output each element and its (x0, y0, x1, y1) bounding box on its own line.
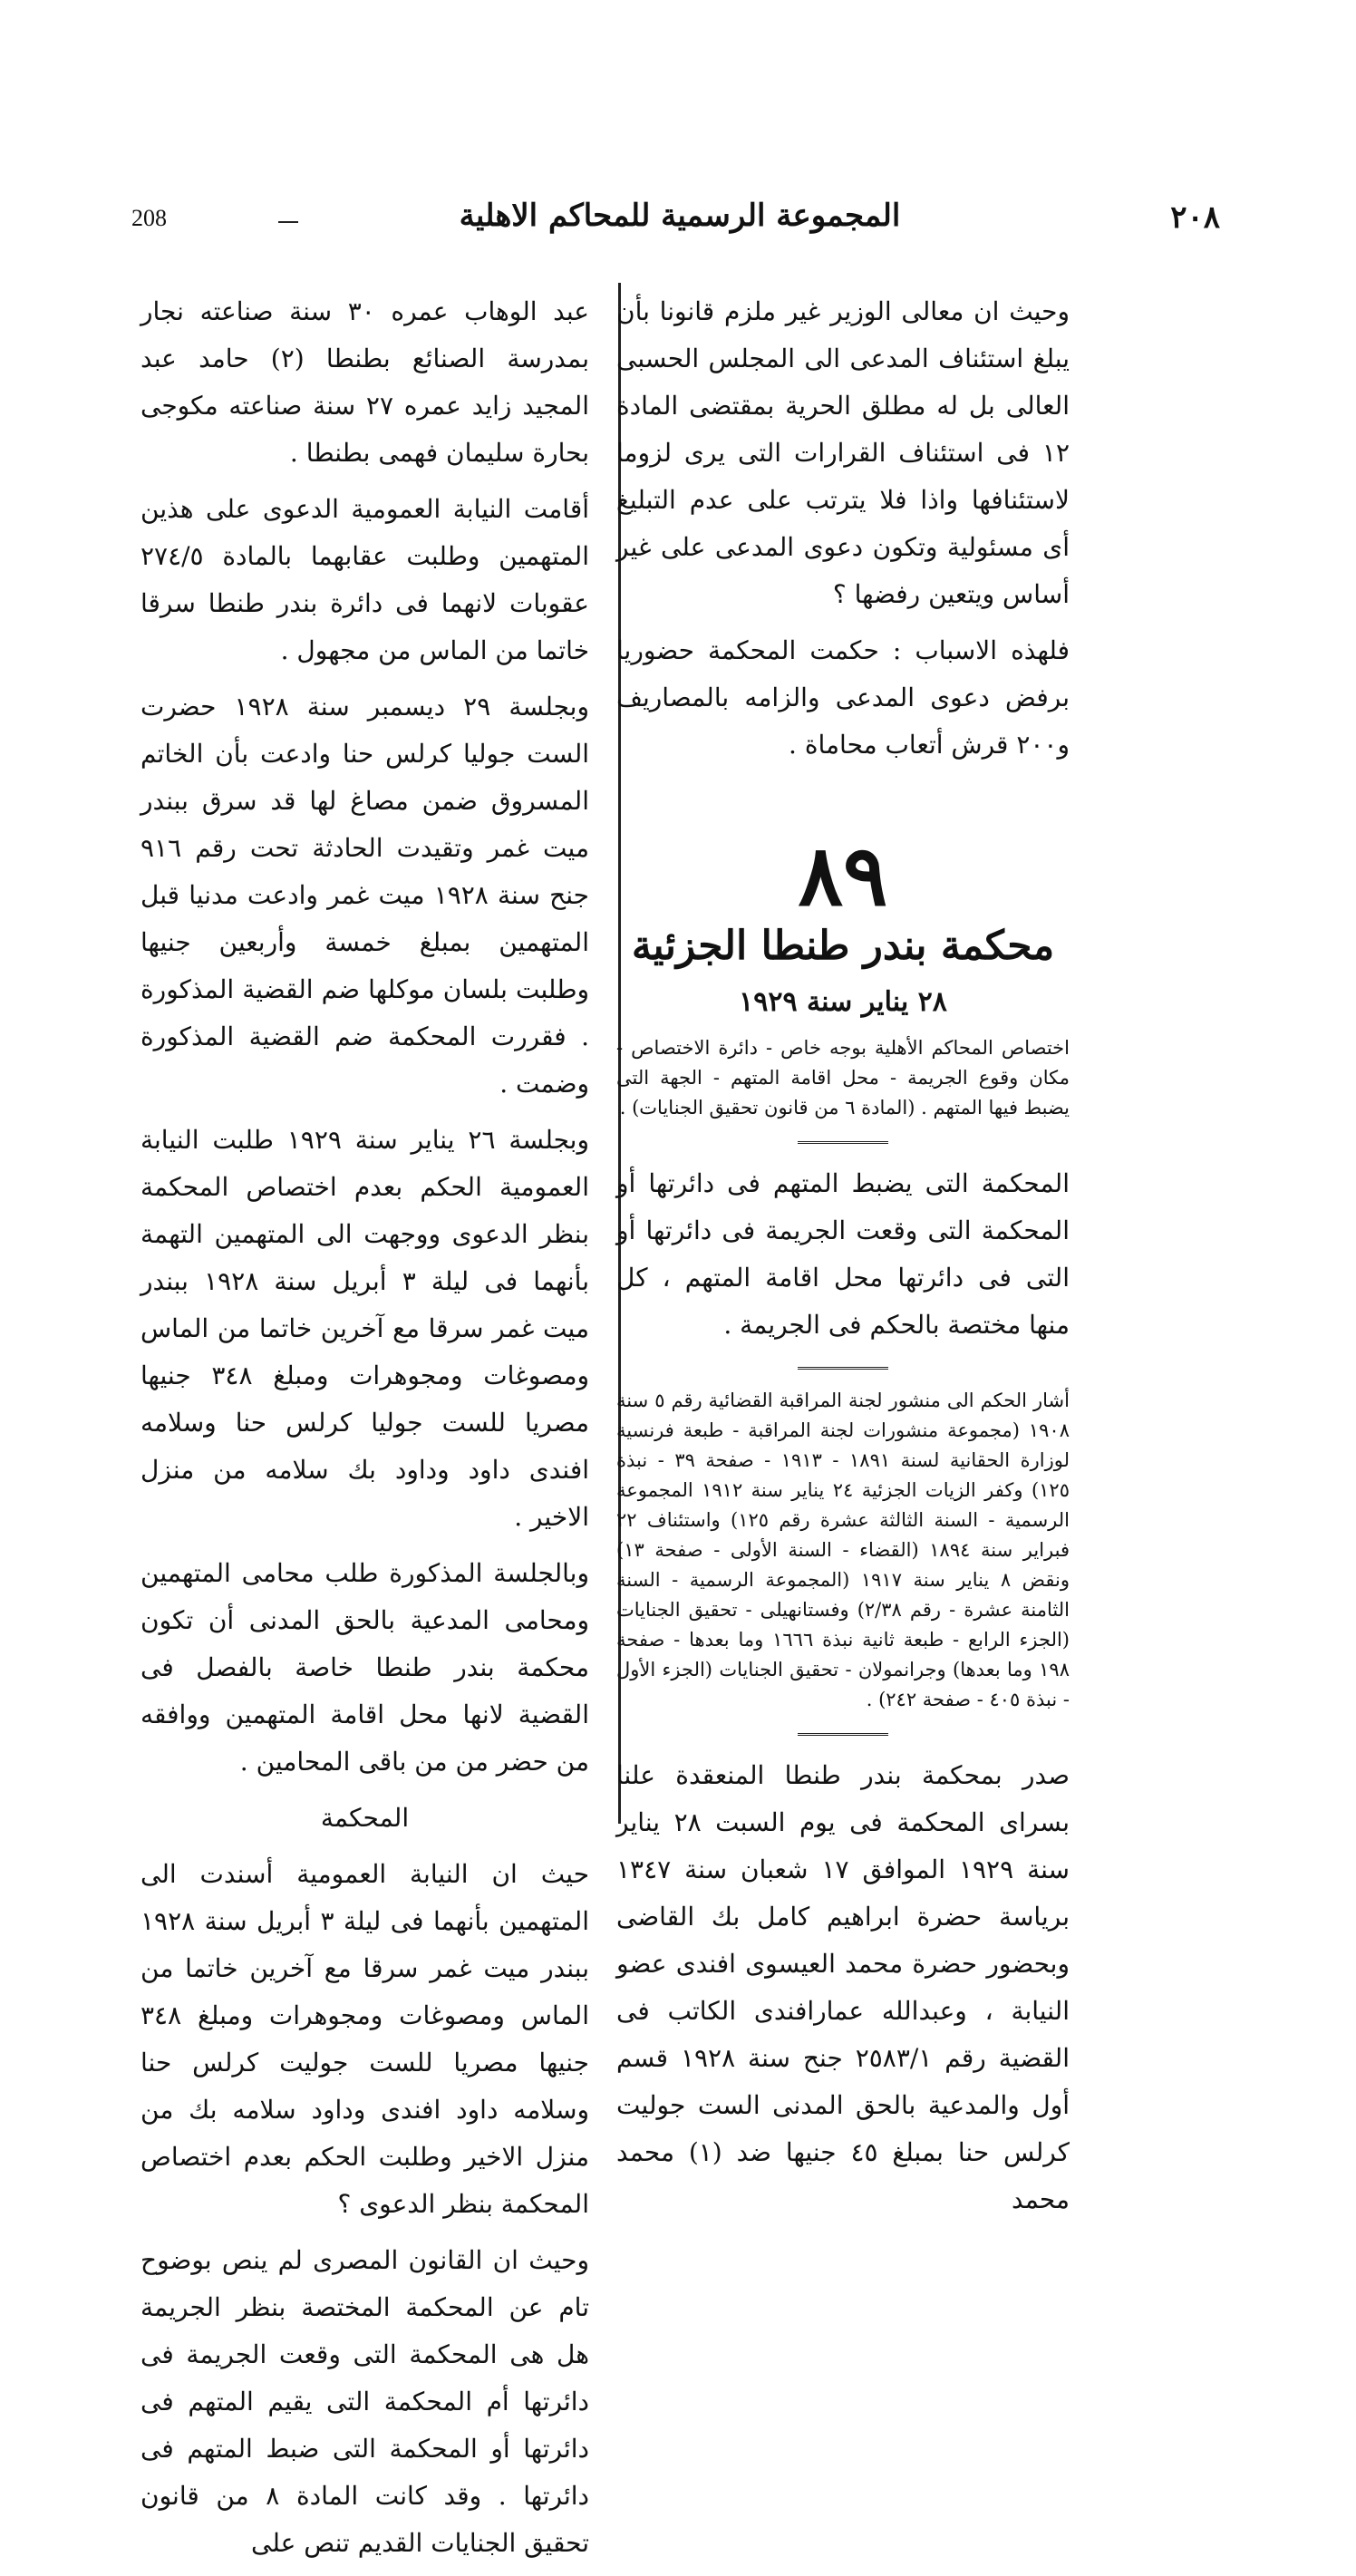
right-column (616, 288, 1070, 2232)
case-date: ٢٨ يناير سنة ١٩٢٩ (739, 986, 947, 1018)
law-paragraph: وحيث ان القانون المصرى لم ينص بوضوح تام عن المحكمة المختصة بنظر الجريمة هل هى المحكمة التى وقعت الجريمة فى دائرتها أم المحكمة التى يقيم المتهم فى دائرتها أو المحكمة التى ضبط المتهم فى دائرتها . وقد كانت المادة ٨ من قانون تحقيق الجنايات القديم تنص على (140, 2245, 589, 2558)
court-heading: المحكمة (320, 1803, 410, 1833)
references-note: أشار الحكم الى منشور لجنة المراقبة القضائية رقم ٥ سنة ١٩٠٨ (مجموعة منشورات لجنة المراقبة - طبعة فرنسية لوزارة الحقانية لسنة ١٨٩١ - ١٩١٣ - صفحة ٣٩ - نبذة ١٢٥) وكفر الزيات الجزئية ٢٤ يناير سنة ١٩١٢ المجموعة الرسمية - السنة الثالثة عشرة رقم ١٢٥) واستئناف ٢٢ فبراير سنة ١٨٩٤ (القضاء - السنة الأولى - صفحة ١٣) ونقض ٨ يناير سنة ١٩١٧ (المجموعة الرسمية - السنة الثامنة عشرة - رقم ٢/٣٨) وفستانهيلى - تحقيق الجنايات (الجزء الرابع - طبعة ثانية نبذة ١٦٦٦ وما بعدها - صفحة ١٩٨ وما بعدها) وجرانمولان - تحقيق الجنايات (الجزء الأول - نبذة ٤٠٥ - صفحة ٢٤٢) . (616, 1390, 1070, 1710)
page-number-latin: 208 (131, 205, 167, 231)
section-divider (798, 1367, 888, 1370)
case-court: محكمة بندر طنطا الجزئية (631, 923, 1055, 969)
section-divider (798, 1141, 888, 1144)
page-header (131, 198, 1220, 259)
case-number: ٨٩ (798, 827, 888, 925)
left-column (140, 288, 589, 2576)
case-keywords: اختصاص المحاكم الأهلية بوجه خاص - دائرة الاختصاص - مكان وقوع الجريمة - محل اقامة المتهم - الجهة التى يضبط فيها المتهم . (المادة ٦ من قانون تحقيق الجنايات) . (616, 1037, 1070, 1119)
running-title: المجموعة الرسمية للمحاكم الاهلية (459, 198, 901, 234)
header-dash (278, 221, 298, 223)
issued-paragraph: صدر بمحكمة بندر طنطا المنعقدة علنا بسراى المحكمة فى يوم السبت ٢٨ يناير سنة ١٩٢٩ الموافق ١٧ شعبان سنة ١٣٤٧ برياسة حضرة ابراهيم كامل بك القاضى وبحضور حضرة محمد العيسوى افندى عضو النيابة ، وعبدالله عمارافندى الكاتب فى القضية رقم ٢٥٨٣/١ جنح سنة ١٩٢٨ قسم أول والمدعية بالحق المدنى الست جوليت كرلس حنا بمبلغ ٤٥ جنيها ضد (١) محمد محمد (616, 1760, 1070, 2214)
legal-principle: المحكمة التى يضبط المتهم فى دائرتها أو المحكمة التى وقعت الجريمة فى دائرتها أو التى فى دائرتها محل اقامة المتهم ، كل منها مختصة بالحكم فى الجريمة . (616, 1168, 1070, 1340)
opening-paragraph: وحيث ان معالى الوزير غير ملزم قانونا بأن يبلغ استئناف المدعى الى المجلس الحسبى العالى بل له مطلق الحرية بمقتضى المادة ١٢ فى استئناف القرارات التى يرى لزوما لاستئنافها واذا فلا يترتب على عدم التبليغ أى مسئولية وتكون دعوى المدعى على غير أساس ويتعين رفضها ؟ (616, 296, 1070, 609)
prosecution-paragraph: أقامت النيابة العمومية الدعوى على هذين المتهمين وطلبت عقابهما بالمادة ٢٧٤/٥ عقوبات لانهما فى دائرة بندر طنطا سرقا خاتما من الماس من مجهول . (140, 494, 589, 665)
court-reasoning-paragraph: حيث ان النيابة العمومية أسندت الى المتهمين بأنهما فى ليلة ٣ أبريل سنة ١٩٢٨ ببندر ميت غمر سرقا مع آخرين خاتما من الماس ومصوغات ومجوهرات ومبلغ ٣٤٨ جنيها مصريا للست جوليت كرلس حنا وسلامه داود افندى وداود سلامه بك من منزل الاخير وطلبت الحكم بعدم اختصاص المحكمة بنظر الدعوى ؟ (140, 1859, 590, 2219)
session-jan-paragraph: وبجلسة ٢٦ يناير سنة ١٩٢٩ طلبت النيابة العمومية الحكم بعدم اختصاص المحكمة بنظر الدعوى ووجهت الى المتهمين التهمة بأنهما فى ليلة ٣ أبريل سنة ١٩٢٨ ببندر ميت غمر سرقا مع آخرين خاتما من الماس ومصوغات ومجوهرات ومبلغ ٣٤٨ جنيها مصريا للست جوليا كرلس حنا وسلامه افندى داود وداود بك سلامه من منزل الاخير . (140, 1125, 590, 1532)
defense-paragraph: وبالجلسة المذكورة طلب محامى المتهمين ومحامى المدعية بالحق المدنى أن تكون محكمة بندر طنطا خاصة بالفصل فى القضية لانها محل اقامة المتهمين ووافقه من حضر من من باقى المحامين . (140, 1558, 589, 1777)
defendants-paragraph: عبد الوهاب عمره ٣٠ سنة صناعته نجار بمدرسة الصنائع بطنطا (٢) حامد عبد المجيد زايد عمره ٢٧ سنة صناعته مكوجى بحارة سليمان فهمى بطنطا . (140, 296, 590, 468)
page-number-arabic: ٢٠٨ (1170, 199, 1220, 236)
session-dec-paragraph: وبجلسة ٢٩ ديسمبر سنة ١٩٢٨ حضرت الست جوليا كرلس حنا وادعت بأن الخاتم المسروق ضمن مصاغ لها قد سرق ببندر ميت غمر وتقيدت الحادثة تحت رقم ٩١٦ جنح سنة ١٩٢٨ ميت غمر وادعت مدنيا قبل المتهمين بمبلغ خمسة وأربعين جنيها وطلبت بلسان موكلها ضم القضية المذكورة . فقررت المحكمة ضم القضية المذكورة وضمت . (140, 692, 589, 1099)
section-divider (798, 1733, 888, 1736)
ruling-paragraph: فلهذه الاسباب : حكمت المحكمة حضوريا برفض دعوى المدعى والزامه بالمصاريف و٢٠٠ قرش أتعاب محاماة . (616, 635, 1070, 760)
